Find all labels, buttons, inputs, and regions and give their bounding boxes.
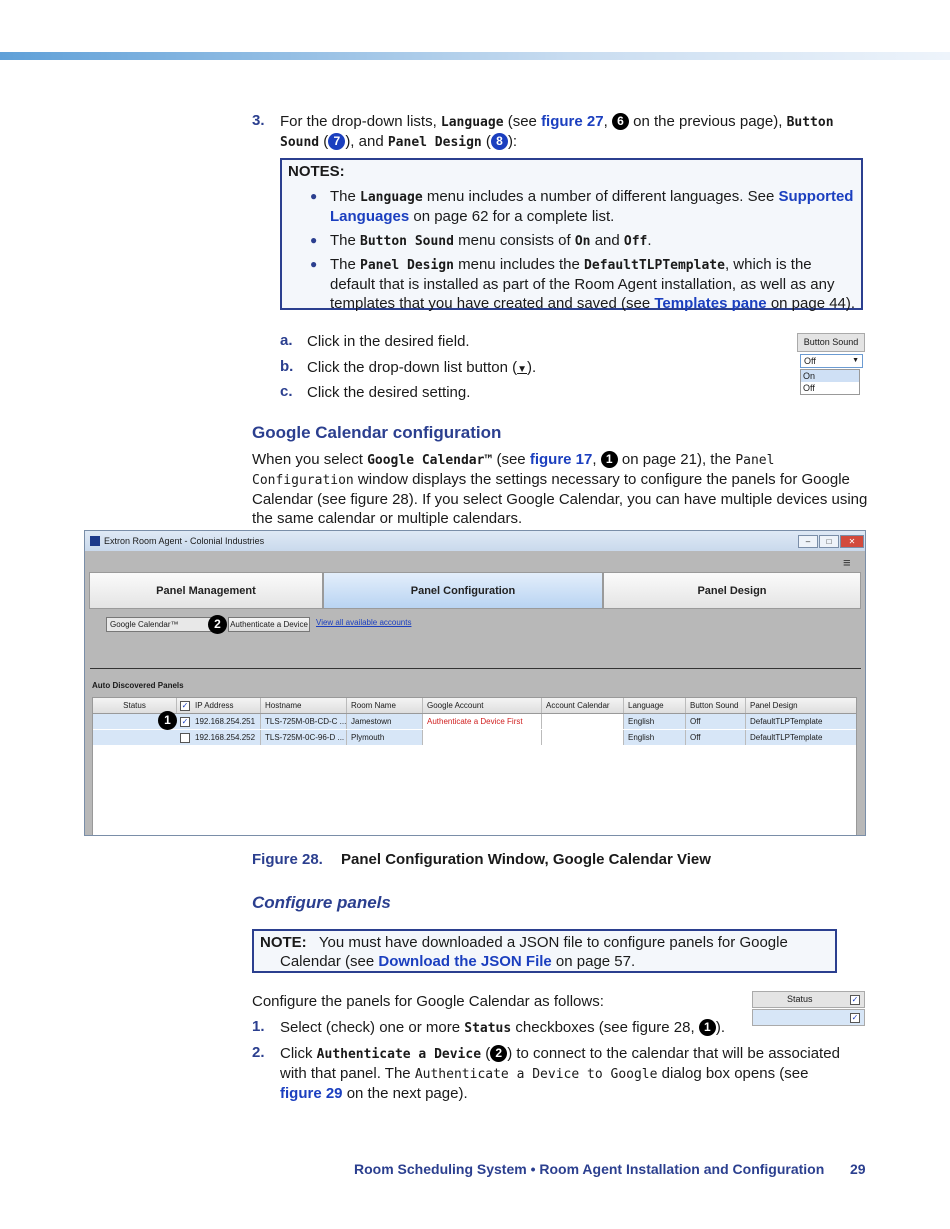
subsection-heading: Configure panels: [252, 893, 391, 912]
figure-caption: Figure 28. Panel Configuration Window, Google Calendar View: [252, 851, 711, 868]
status-checkbox[interactable]: ✓: [181, 717, 189, 726]
column-header[interactable]: Google Account: [423, 698, 542, 713]
callout-2: 2: [490, 1045, 507, 1062]
download-json-link[interactable]: Download the JSON File: [378, 953, 552, 970]
table-row[interactable]: ✓ 192.168.254.251 TLS-725M-0B-CD-C ... Jamestown Authenticate a Device First English Off DefaultTLPTemplate: [93, 714, 856, 729]
column-header[interactable]: Language: [624, 698, 686, 713]
checkbox-icon: ✓: [851, 1013, 859, 1022]
callout-6: 6: [612, 113, 629, 130]
calendar-select[interactable]: Google Calendar™: [106, 617, 216, 632]
tab-panel-configuration[interactable]: Panel Configuration: [323, 572, 603, 609]
column-header[interactable]: Hostname: [261, 698, 347, 713]
substep-text: Click in the desired field.: [307, 333, 470, 350]
tab-panel-design[interactable]: Panel Design: [603, 572, 861, 609]
checkbox-icon: ✓: [851, 995, 859, 1004]
callout-7: 7: [328, 133, 345, 150]
note-item: The Button Sound menu consists of On and Off.: [330, 232, 652, 249]
supported-languages-link[interactable]: Supported Languages: [330, 188, 854, 225]
status-checkbox-figure: Status ✓ ✓: [752, 991, 865, 1027]
dropdown-arrow-icon: ▼: [517, 364, 528, 375]
table-row[interactable]: 192.168.254.252 TLS-725M-0C-96-D ... Plymouth English Off DefaultTLPTemplate: [93, 730, 856, 745]
notes-heading: NOTES:: [288, 163, 345, 180]
close-icon[interactable]: ✕: [840, 535, 864, 548]
authenticate-device-button[interactable]: Authenticate a Device: [228, 617, 310, 632]
select-all-checkbox[interactable]: ✓: [181, 701, 189, 710]
table-header: [93, 698, 856, 714]
dropdown-option[interactable]: On: [801, 370, 859, 382]
divider: [90, 668, 861, 669]
dropdown-select[interactable]: Off ▼: [800, 354, 863, 368]
auto-discovered-label: Auto Discovered Panels: [92, 681, 184, 690]
bullet: ●: [310, 233, 318, 247]
header-gradient-bar: [0, 52, 950, 60]
substep-label: b.: [280, 358, 294, 375]
maximize-icon[interactable]: □: [819, 535, 839, 548]
callout-2: 2: [208, 615, 227, 634]
figure-17-link[interactable]: figure 17: [529, 451, 593, 468]
dropdown-header: Button Sound: [797, 333, 865, 352]
panels-table: [92, 697, 857, 836]
page-number: 29: [850, 1161, 866, 1177]
note-item: The Panel Design menu includes the DefaultTLPTemplate, which is the default that is installed as part of the Room Agent installation, as well as any templates that you have created and saved (see Templates pane on page 44).: [330, 256, 856, 312]
templates-pane-link[interactable]: Templates pane: [654, 295, 767, 312]
substep-text: Click the drop-down list button (▼).: [307, 359, 537, 376]
menu-icon[interactable]: ≡: [843, 555, 851, 570]
step-1-text: Select (check) one or more Status checkboxes (see figure 28, 1 ).: [280, 1019, 726, 1036]
notes-box: [280, 158, 863, 310]
note-box: NOTE: You must have downloaded a JSON file to configure panels for Google Calendar (see Download the JSON File on page 57.: [252, 929, 837, 973]
step-number: 3.: [252, 112, 265, 129]
intro-text: Configure the panels for Google Calendar as follows:: [252, 993, 604, 1010]
gcal-paragraph: When you select Google Calendar™ (see figure 17, 1 on page 21), the Panel Configuration window displays the settings necessary to configure the panels for Google Calendar (see figure 28). If you select Google Calendar, you can have multiple devices using the same calendar or multiple calendars.: [252, 451, 868, 527]
tab-panel-management[interactable]: Panel Management: [89, 572, 323, 609]
minimize-icon[interactable]: –: [798, 535, 818, 548]
app-window-screenshot: [84, 530, 866, 836]
bullet: ●: [310, 189, 318, 203]
dropdown-option[interactable]: Off: [803, 383, 815, 393]
app-icon: [90, 536, 100, 546]
column-header[interactable]: IP Address: [191, 698, 261, 713]
chevron-down-icon: ▼: [852, 357, 859, 364]
step-number: 1.: [252, 1018, 265, 1035]
step-2-text: Click Authenticate a Device ( 2 ) to connect to the calendar that will be associated with that panel. The Authenticate a Device to Google dialog box opens (see figure 29 on the next page).: [280, 1045, 840, 1102]
figure-27-link[interactable]: figure 27: [541, 113, 604, 130]
column-header[interactable]: Status: [93, 698, 177, 713]
window-title: Extron Room Agent - Colonial Industries: [104, 536, 265, 546]
substep-label: c.: [280, 383, 293, 400]
callout-1: 1: [699, 1019, 716, 1036]
substep-label: a.: [280, 332, 293, 349]
column-header[interactable]: Account Calendar: [542, 698, 624, 713]
step-number: 2.: [252, 1044, 265, 1061]
substep-text: Click the desired setting.: [307, 384, 471, 401]
callout-1: 1: [601, 451, 618, 468]
column-header[interactable]: Panel Design: [750, 701, 798, 710]
column-header[interactable]: Room Name: [347, 698, 423, 713]
figure-29-link[interactable]: figure 29: [280, 1085, 343, 1102]
status-checkbox[interactable]: [180, 733, 190, 743]
page-footer: Room Scheduling System • Room Agent Installation and Configuration: [354, 1161, 825, 1177]
window-titlebar: [85, 531, 865, 551]
view-all-accounts-link[interactable]: View all available accounts: [316, 618, 412, 627]
step-3-text: For the drop-down lists, Language (see figure 27, 6 on the previous page), Button Sound ( 7 ), and Panel Design ( 8 ):: [280, 113, 834, 150]
bullet: ●: [310, 257, 318, 271]
note-item: The Language menu includes a number of different languages. See Supported Languages on page 62 for a complete list.: [330, 188, 854, 225]
dropdown-list: [800, 369, 860, 395]
column-header[interactable]: Button Sound: [686, 698, 746, 713]
section-heading: Google Calendar configuration: [252, 423, 502, 442]
button-sound-dropdown-figure: [797, 333, 865, 399]
callout-1: 1: [158, 711, 177, 730]
callout-8: 8: [491, 133, 508, 150]
